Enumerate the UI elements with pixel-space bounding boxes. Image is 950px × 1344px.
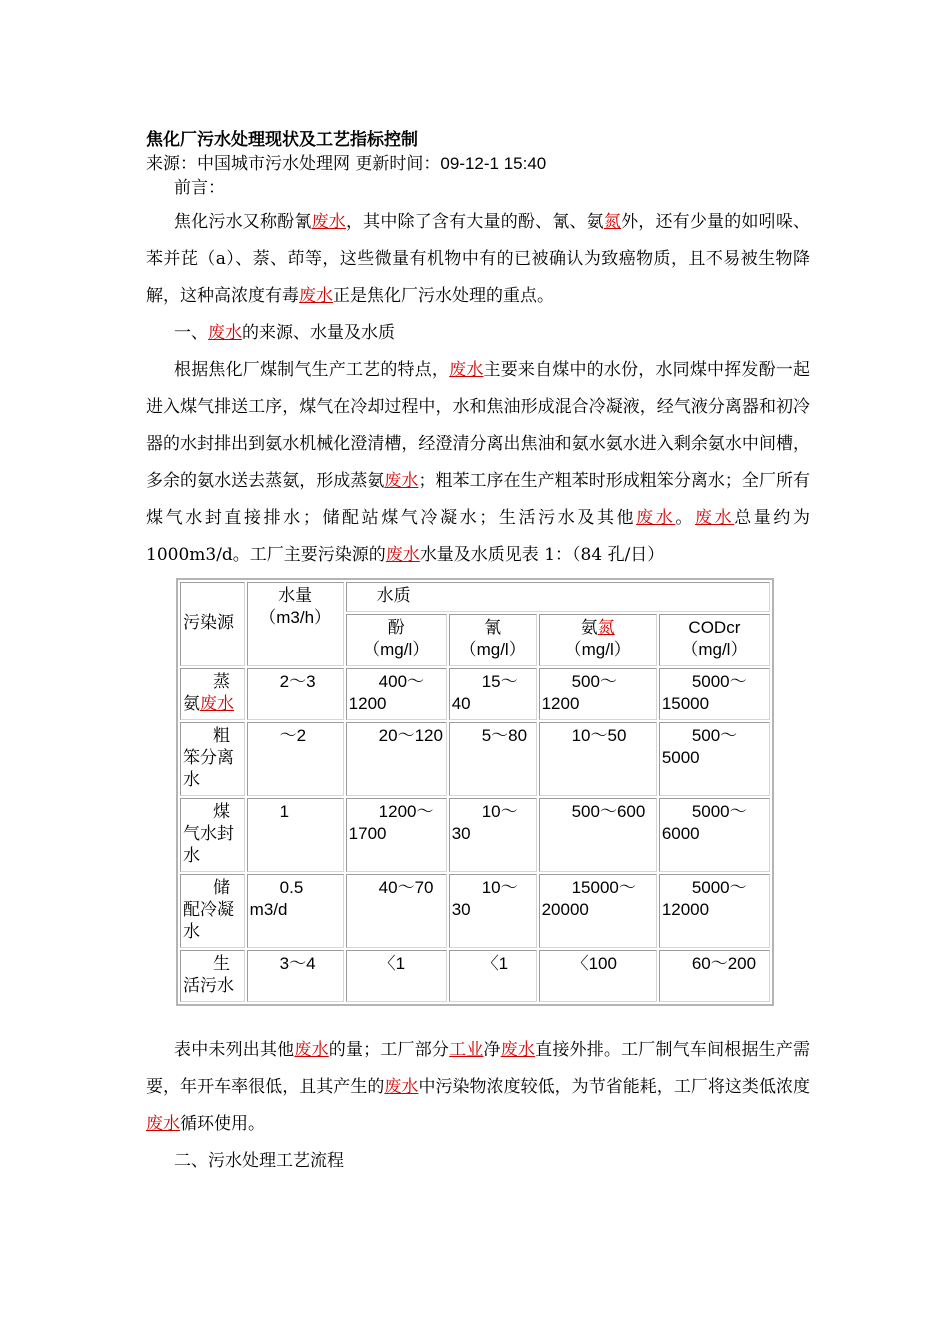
text: 酚 bbox=[387, 618, 405, 638]
cell-volume: 2～3 bbox=[247, 668, 344, 720]
cell-cod: 60～200 bbox=[659, 950, 770, 1002]
text: （mg/l） bbox=[363, 640, 430, 659]
text: （mg/l） bbox=[681, 640, 748, 659]
keyword-link[interactable]: 废水 bbox=[385, 545, 420, 565]
water-quality-table-wrap bbox=[176, 578, 774, 1006]
section-heading-2: 二、污水处理工艺流程 bbox=[174, 1151, 344, 1171]
header-quality: 水质 bbox=[346, 582, 770, 612]
keyword-link[interactable]: 废水 bbox=[384, 471, 419, 491]
section-heading-1 bbox=[146, 315, 810, 352]
table-row bbox=[180, 668, 770, 720]
text: 表中未列出其他 bbox=[174, 1040, 295, 1060]
keyword-link[interactable]: 废水 bbox=[500, 1040, 536, 1060]
keyword-link[interactable]: 废水 bbox=[694, 508, 735, 528]
text: ，其中除了含有大量的酚、氰、氨 bbox=[345, 212, 604, 232]
cell-ammonia: 10～50 bbox=[539, 722, 657, 796]
water-quality-table bbox=[176, 578, 774, 1006]
text: 正是焦化厂污水处理的重点。 bbox=[333, 286, 554, 306]
cell-source: 粗笨分离水 bbox=[180, 722, 245, 796]
keyword-link[interactable]: 废水 bbox=[294, 1040, 329, 1060]
keyword-link[interactable]: 废水 bbox=[200, 694, 234, 713]
cell-cyanide: 10～30 bbox=[449, 874, 537, 948]
cell-cod: 5000～6000 bbox=[659, 798, 770, 872]
cell-phenol: 40～70 bbox=[346, 874, 447, 948]
cell-source: 储配冷凝水 bbox=[180, 874, 245, 948]
text: 氰 bbox=[484, 618, 502, 638]
document-title: 焦化厂污水处理现状及工艺指标控制 bbox=[146, 130, 418, 150]
text: 水量及水质见表 1：（84 孔/日） bbox=[419, 545, 665, 565]
document-page bbox=[146, 128, 810, 1180]
table-row bbox=[180, 722, 770, 796]
table-row bbox=[180, 950, 770, 1002]
cell-ammonia: 500～1200 bbox=[539, 668, 657, 720]
cell-cyanide: 15～40 bbox=[449, 668, 537, 720]
header-cod bbox=[659, 614, 770, 666]
text: 一、 bbox=[174, 323, 208, 343]
table-header-row bbox=[180, 582, 770, 612]
text: 水量 bbox=[278, 586, 313, 606]
cell-volume: 3～4 bbox=[247, 950, 344, 1002]
preface-label: 前言： bbox=[174, 178, 225, 198]
text: 根据焦化厂煤制气生产工艺的特点， bbox=[174, 360, 450, 380]
keyword-link[interactable]: 废水 bbox=[208, 323, 242, 343]
text: 焦化污水又称酚氰 bbox=[174, 212, 312, 232]
keyword-link[interactable]: 废水 bbox=[449, 360, 484, 380]
cell-cod: 500～5000 bbox=[659, 722, 770, 796]
text: 中污染物浓度较低，为节省能耗，工厂将这类低浓度 bbox=[418, 1077, 811, 1097]
text: （mg/l） bbox=[459, 640, 526, 659]
cell-cyanide: 10～30 bbox=[449, 798, 537, 872]
keyword-link[interactable]: 废水 bbox=[384, 1077, 419, 1097]
header-volume bbox=[247, 582, 344, 666]
text: 直接外排。工厂制气车间根据生产需要，年开车率很低，且其产生的 bbox=[146, 1040, 811, 1097]
paragraph-source bbox=[146, 352, 810, 574]
text: 。 bbox=[675, 508, 695, 528]
keyword-link[interactable]: 工业 bbox=[449, 1040, 484, 1060]
text: 净 bbox=[483, 1040, 501, 1060]
keyword-link[interactable]: 氮 bbox=[603, 212, 622, 232]
cell-phenol: 1200～1700 bbox=[346, 798, 447, 872]
keyword-link[interactable]: 废水 bbox=[311, 212, 346, 232]
table-row bbox=[180, 874, 770, 948]
cell-phenol: 〈1 bbox=[346, 950, 447, 1002]
keyword-link[interactable]: 废水 bbox=[146, 1114, 180, 1134]
cell-volume: 0.5 m3/d bbox=[247, 874, 344, 948]
header-phenol bbox=[346, 614, 447, 666]
cell-cod: 5000～12000 bbox=[659, 874, 770, 948]
keyword-link[interactable]: 废水 bbox=[636, 508, 676, 528]
text: 氨 bbox=[580, 618, 598, 638]
cell-ammonia: 〈100 bbox=[539, 950, 657, 1002]
cell-source: 煤气水封水 bbox=[180, 798, 245, 872]
text: （m3/h） bbox=[259, 608, 332, 627]
cell-phenol: 20～120 bbox=[346, 722, 447, 796]
paragraph-notes bbox=[146, 1032, 810, 1143]
cell-cyanide: 5～80 bbox=[449, 722, 537, 796]
cell-source: 生活污水 bbox=[180, 950, 245, 1002]
header-cyanide bbox=[449, 614, 537, 666]
text: 外，还有少量的如吲哚、苯并芘（a）、萘、茚等，这些微量有机物中有的已被确认为致癌物质，且不易被生物降解，这种高浓度有毒 bbox=[146, 212, 811, 306]
paragraph-intro bbox=[146, 204, 810, 315]
cell-cod: 5000～15000 bbox=[659, 668, 770, 720]
text: ；粗苯工序在生产粗苯时形成粗笨分离水；全厂所有煤气水封直接排水；储配站煤气冷凝水；生活污水及其他 bbox=[146, 471, 811, 528]
keyword-link[interactable]: 氮 bbox=[597, 618, 615, 638]
text: 的量；工厂部分 bbox=[328, 1040, 450, 1060]
cell-volume: ～2 bbox=[247, 722, 344, 796]
text: （mg/l） bbox=[564, 640, 631, 659]
text: 总量约为 1000m3/d。工厂主要污染源的 bbox=[146, 508, 811, 565]
header-source: 污染源 bbox=[180, 582, 245, 666]
table-row bbox=[180, 798, 770, 872]
text: 循环使用。 bbox=[180, 1114, 265, 1134]
source-time: 09-12-1 15:40 bbox=[440, 154, 547, 173]
text: 蒸氨 bbox=[183, 672, 230, 713]
text: 主要来自煤中的水份，水同煤中挥发酚一起进入煤气排送工序，煤气在冷却过程中，水和焦油形成混合冷凝液，经气液分离器和初冷器的水封排出到氨水机械化澄清槽，经澄清分离出焦油和氨水氨水进入剩余氨水中间槽，多余的氨水送去蒸氨，形成蒸氨 bbox=[146, 360, 811, 491]
keyword-link[interactable]: 废水 bbox=[299, 286, 333, 306]
cell-ammonia: 15000～20000 bbox=[539, 874, 657, 948]
cell-cyanide: 〈1 bbox=[449, 950, 537, 1002]
cell-phenol: 400～1200 bbox=[346, 668, 447, 720]
cell-ammonia: 500～600 bbox=[539, 798, 657, 872]
cell-volume: 1 bbox=[247, 798, 344, 872]
source-line bbox=[146, 152, 810, 176]
source-label: 来源：中国城市污水处理网 更新时间： bbox=[146, 154, 441, 174]
cell-source bbox=[180, 668, 245, 720]
header-ammonia bbox=[539, 614, 657, 666]
text: 的来源、水量及水质 bbox=[242, 323, 395, 343]
text: CODcr bbox=[688, 618, 741, 637]
